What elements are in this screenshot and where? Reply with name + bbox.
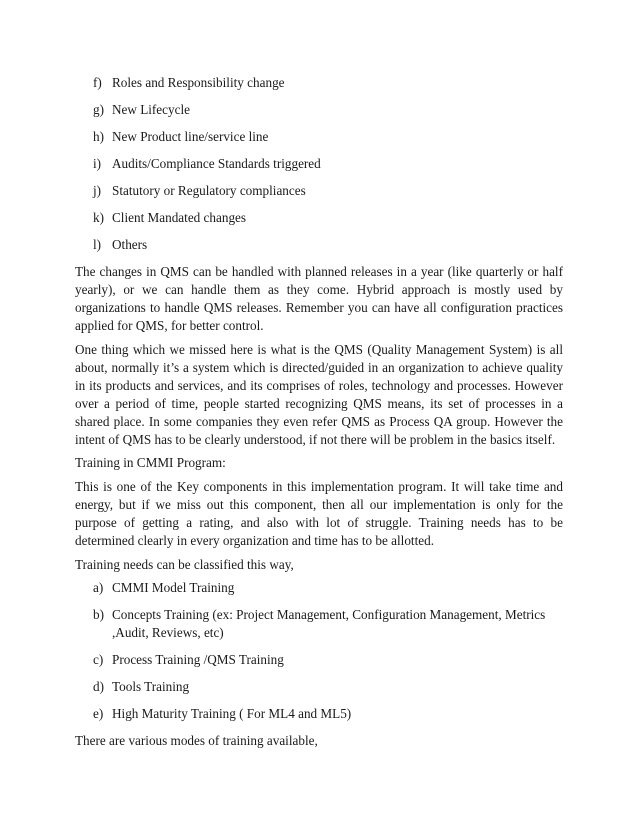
list-item [0,128,638,146]
list-item [0,651,638,669]
list-item [0,182,638,200]
list-marker: k) [93,210,104,225]
list-marker: b) [93,607,104,622]
list-marker: j) [93,183,102,198]
list-marker: a) [93,580,104,595]
list-item-text: New Lifecycle [112,102,190,117]
list-marker: l) [93,237,102,252]
list-item-text: CMMI Model Training [112,580,235,595]
training-types-list [0,579,638,732]
list-item-text: Audits/Compliance Standards triggered [112,156,321,171]
training-body-paragraph: This is one of the Key components in this implementation program. It will take time and energy, but if we miss out this component, then all our implementation is only for the purpose of getting a rating, and also with lot of struggle. Training needs has to be determined clearly in every organization and time has to be allotted. [75,479,563,548]
list-item-text: Roles and Responsibility change [112,75,285,90]
list-item [0,236,638,254]
qms-changes-paragraph: The changes in QMS can be handled with planned releases in a year (like quarterly or half yearly), or we can handle them as they come. Hybrid approach is mostly used by organizations to handle QMS releases. Remember you can have all configuration practices applied for QMS, for better control. [75,264,563,333]
list-item [0,579,638,597]
training-classified-paragraph: Training needs can be classified this way, [75,557,294,572]
list-marker: e) [93,706,104,721]
list-item [0,74,638,92]
list-item-text: Concepts Training (ex: Project Management, Configuration Management, Metrics ,Audit, Reviews, etc) [112,607,546,640]
list-item-text: Others [112,237,148,252]
list-item-text: New Product line/service line [112,129,269,144]
list-item-text: High Maturity Training ( For ML4 and ML5) [112,706,352,721]
list-item-text: Client Mandated changes [112,210,247,225]
list-marker: g) [93,102,104,117]
list-item [0,705,638,723]
list-item-text: Tools Training [112,679,190,694]
list-marker: h) [93,129,104,144]
list-marker: d) [93,679,104,694]
list-item [0,209,638,227]
training-heading: Training in CMMI Program: [75,455,226,470]
list-item [0,101,638,119]
list-item-text: Statutory or Regulatory compliances [112,183,306,198]
list-marker: f) [93,75,102,90]
list-marker: c) [93,652,104,667]
list-item [0,155,638,173]
list-item [0,678,638,696]
change-triggers-list [0,74,638,263]
training-modes-paragraph: There are various modes of training available, [75,733,318,748]
list-item [0,606,638,642]
list-item-text: Process Training /QMS Training [112,652,284,667]
qms-definition-paragraph: One thing which we missed here is what is the QMS (Quality Management System) is all about, normally it’s a system which is directed/guided in an organization to achieve quality in its products and services, and its comprises of roles, technology and processes. However over a period of time, people started recognizing QMS means, its set of processes in a shared place. In some companies they even refer QMS as Process QA group. However the intent of QMS has to be clearly understood, if not there will be problem in the basics itself. [75,342,563,447]
list-marker: i) [93,156,102,171]
